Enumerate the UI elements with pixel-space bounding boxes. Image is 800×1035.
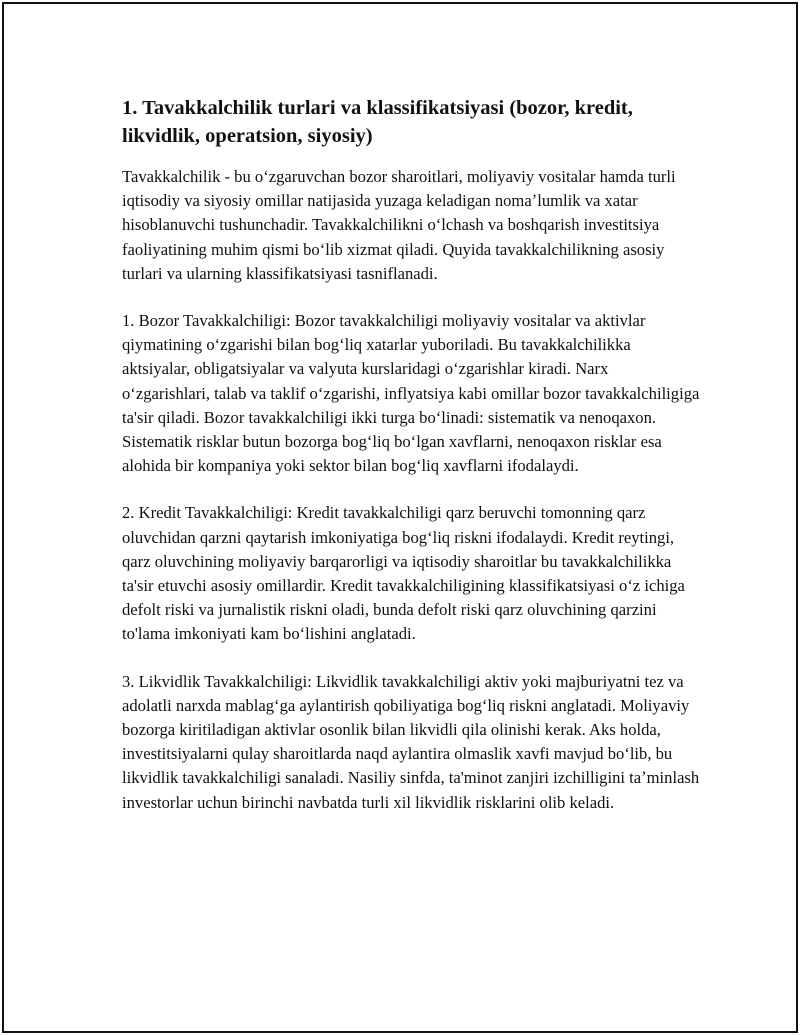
section-title: 1. Tavakkalchilik turlari va klassifikatsiyasi (bozor, kredit, likvidlik, operatsion, siyosiy) <box>122 97 633 147</box>
intro-paragraph: Tavakkalchilik - bu oʻzgaruvchan bozor sharoitlari, moliyaviy vositalar hamda turli iqtisodiy va siyosiy omillar natijasida yuzaga keladigan nomaʼlumlik va xatar hisoblanuvchi tushunchadir. Tavakkalchilikni oʻlchash va boshqarish investitsiya faoliyatining muhim qismi boʻlib xizmat qiladi. Quyida tavakkalchilikning asosiy turlari va ularning klassifikatsiyasi tasniflanadi. <box>122 167 676 283</box>
market-risk-paragraph: 1. Bozor Tavakkalchiligi: Bozor tavakkalchiligi moliyaviy vositalar va aktivlar qiymatining oʻzgarishi bilan bogʻliq xatarlar yuboriladi. Bu tavakkalchilikka aktsiyalar, obligatsiyalar va valyuta kurslaridagi oʻzgarishlar kiradi. Narx oʻzgarishlari, talab va taklif oʻzgarishi, inflyatsiya kabi omillar bozor tavakkalchiligiga ta'sir qiladi. Bozor tavakkalchiligi ikki turga boʻlinadi: sistematik va nenoqaxon. Sistematik risklar butun bozorga bogʻliq boʻlgan xavflarni, nenoqaxon risklar esa alohida bir kompaniya yoki sektor bilan bogʻliq xavflarni ifodalaydi. <box>122 311 700 476</box>
credit-risk-paragraph: 2. Kredit Tavakkalchiligi: Kredit tavakkalchiligi qarz beruvchi tomonning qarz oluvchidan qarzni qaytarish imkoniyatiga bogʻliq riskni ifodalaydi. Kredit reytingi, qarz oluvchining moliyaviy barqarorligi va iqtisodiy sharoitlar bu tavakkalchilikka ta'sir etuvchi asosiy omillardir. Kredit tavakkalchiligining klassifikatsiyasi oʻz ichiga defolt riski va jurnalistik riskni oladi, bunda defolt riski qarz oluvchining qarzini to'lama imkoniyati kam boʻlishini anglatadi. <box>122 503 685 644</box>
document-page <box>2 2 798 1033</box>
document-content <box>122 94 700 838</box>
liquidity-risk-paragraph: 3. Likvidlik Tavakkalchiligi: Likvidlik tavakkalchiligi aktiv yoki majburiyatni tez va adolatli narxda mablagʻga aylantirish qobiliyatiga bogʻliq riskni anglatadi. Moliyaviy bozorga kiritiladigan aktivlar osonlik bilan likvidli qila olinishi kerak. Aks holda, investitsiyalarni qulay sharoitlarda naqd aylantira olmaslik xavfi mavjud boʻlib, bu likvidlik tavakkalchiligi sanaladi. Nasiliy sinfda, ta'minot zanjiri izchilligini taʼminlash investorlar uchun birinchi navbatda turli xil likvidlik risklarini olib keladi. <box>122 671 700 812</box>
